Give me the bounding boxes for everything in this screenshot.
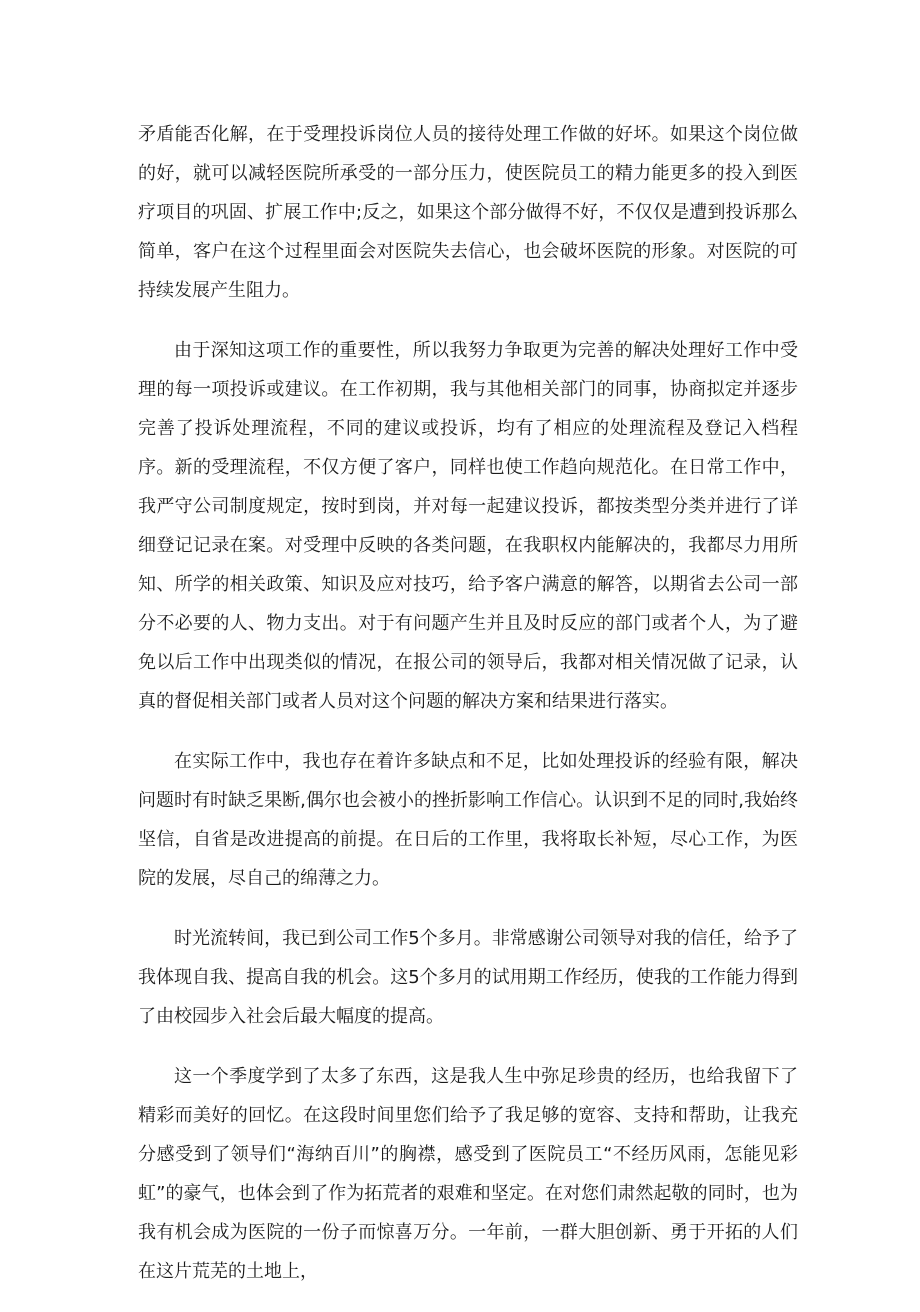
document-body xyxy=(138,115,798,1312)
paragraph-5: 这一个季度学到了太多了东西，这是我人生中弥足珍贵的经历，也给我留下了精彩而美好的回忆。在这段时间里您们给予了我足够的宽容、支持和帮助，让我充分感受到了领导们“海纳百川”的胸襟，感受到了医院员工“不经历风雨，怎能见彩虹”的豪气，也体会到了作为拓荒者的艰难和坚定。在对您们肃然起敬的同时，也为我有机会成为医院的一份子而惊喜万分。一年前，一群大胆创新、勇于开拓的人们在这片荒芜的土地上， xyxy=(138,1066,798,1282)
paragraph-4: 时光流转间，我已到公司工作5个多月。非常感谢公司领导对我的信任，给予了我体现自我、提高自我的机会。这5个多月的试用期工作经历，使我的工作能力得到了由校园步入社会后最大幅度的提高。 xyxy=(138,928,798,1027)
paragraph-3: 在实际工作中，我也存在着许多缺点和不足，比如处理投诉的经验有限，解决问题时有时缺乏果断,偶尔也会被小的挫折影响工作信心。认识到不足的同时,我始终坚信，自省是改进提高的前提。在日后的工作里，我将取长补短，尽心工作，为医院的发展，尽自己的绵薄之力。 xyxy=(138,751,798,889)
paragraph-1: 矛盾能否化解，在于受理投诉岗位人员的接待处理工作做的好坏。如果这个岗位做的好，就可以减轻医院所承受的一部分压力，使医院员工的精力能更多的投入到医疗项目的巩固、扩展工作中;反之，如果这个部分做得不好，不仅仅是遭到投诉那么简单，客户在这个过程里面会对医院失去信心，也会破坏医院的形象。对医院的可持续发展产生阻力。 xyxy=(138,124,798,301)
paragraph-2: 由于深知这项工作的重要性，所以我努力争取更为完善的解决处理好工作中受理的每一项投诉或建议。在工作初期，我与其他相关部门的同事，协商拟定并逐步完善了投诉处理流程，不同的建议或投诉，均有了相应的处理流程及登记入档程序。新的受理流程，不仅方便了客户，同样也使工作趋向规范化。在日常工作中，我严守公司制度规定，按时到岗，并对每一起建议投诉，都按类型分类并进行了详细登记记录在案。对受理中反映的各类问题，在我职权内能解决的，我都尽力用所知、所学的相关政策、知识及应对技巧，给予客户满意的解答，以期省去公司一部分不必要的人、物力支出。对于有问题产生并且及时反应的部门或者个人，为了避免以后工作中出现类似的情况，在报公司的领导后，我都对相关情况做了记录，认真的督促相关部门或者人员对这个问题的解决方案和结果进行落实。 xyxy=(138,340,798,712)
